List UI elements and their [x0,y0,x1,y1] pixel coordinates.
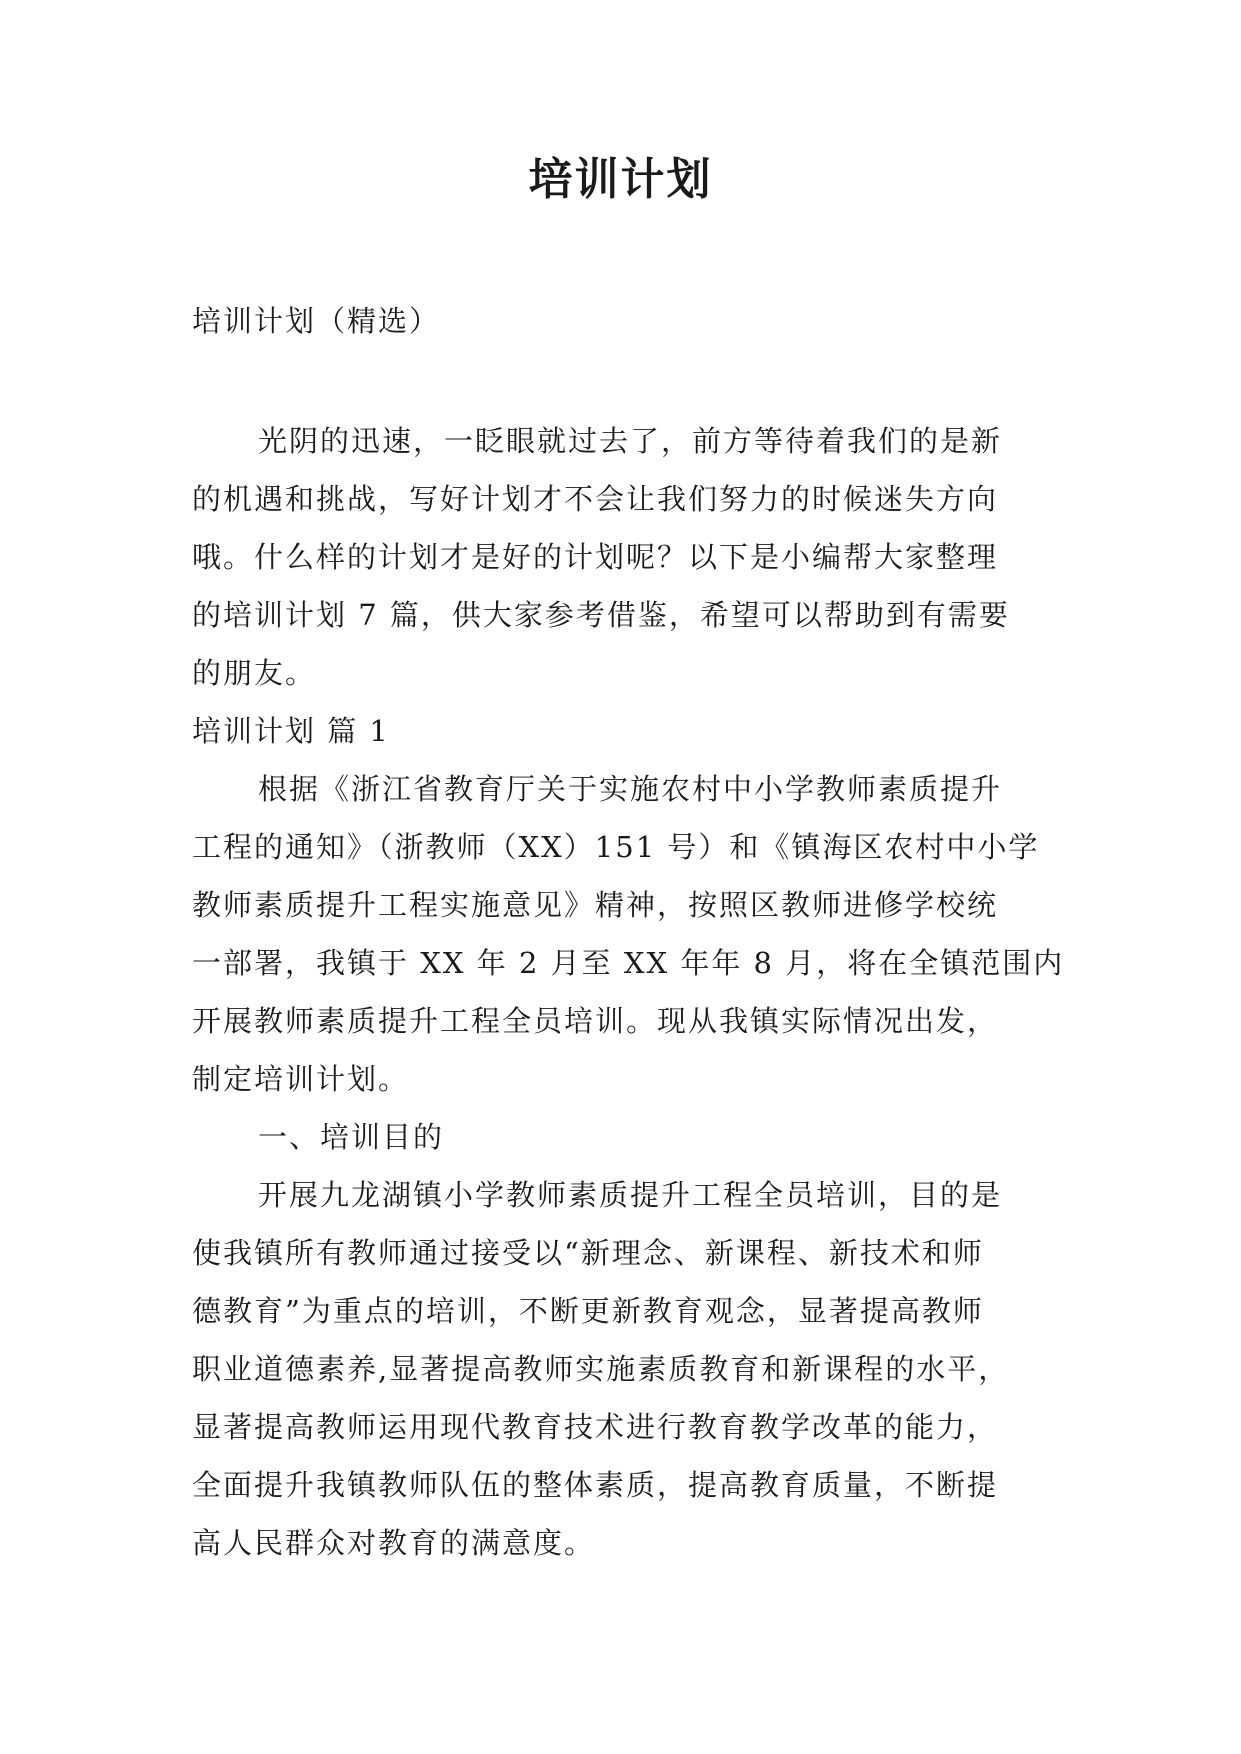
intro-line: 的培训计划 7 篇，供大家参考借鉴，希望可以帮助到有需要 [192,598,1010,632]
subheading-training-purpose: 一、培训目的 [258,1120,445,1154]
paragraph-line: 工程的通知》（浙教师（XX）151 号）和《镇海区农村中小学 [192,830,1040,864]
paragraph-line: 根据《浙江省教育厅关于实施农村中小学教师素质提升 [258,772,1003,806]
intro-paragraph [192,412,1060,702]
paragraph-purpose [192,1166,1060,1572]
paragraph-gap [192,350,1060,412]
paragraph-line: 开展九龙湖镇小学教师素质提升工程全员培训，目的是 [258,1178,1003,1212]
intro-line: 的朋友。 [192,656,317,690]
paragraph-line: 显著提高教师运用现代教育技术进行教育教学改革的能力， [192,1410,999,1444]
paragraph-line: 全面提升我镇教师队伍的整体素质，提高教育质量，不断提 [192,1468,999,1502]
paragraph-background [192,760,1065,1108]
paragraph-line: 高人民群众对教育的满意度。 [192,1526,596,1560]
intro-line: 的机遇和挑战，写好计划才不会让我们努力的时候迷失方向 [192,482,999,516]
paragraph-line: 教师素质提升工程实施意见》精神，按照区教师进修学校统 [192,888,999,922]
paragraph-line: 德教育”为重点的培训，不断更新教育观念，显著提高教师 [192,1294,984,1328]
paragraph-line: 制定培训计划。 [192,1062,410,1096]
paragraph-line: 一部署，我镇于 XX 年 2 月至 XX 年年 8 月，将在全镇范围内 [192,946,1065,980]
paragraph-line: 使我镇所有教师通过接受以“新理念、新课程、新技术和师 [192,1236,984,1270]
intro-line: 光阴的迅速，一眨眼就过去了，前方等待着我们的是新 [258,424,1003,458]
paragraph-line: 开展教师素质提升工程全员培训。现从我镇实际情况出发， [192,1004,999,1038]
document-title: 培训计划 [528,154,713,205]
document-body [192,292,1065,1572]
intro-line: 哦。什么样的计划才是好的计划呢？以下是小编帮大家整理 [192,540,999,574]
paragraph-line: 职业道德素养,显著提高教师实施素质教育和新课程的水平， [192,1352,1010,1386]
section-heading: 培训计划 篇 1 [192,714,390,748]
document-subtitle: 培训计划（精选） [192,304,441,338]
